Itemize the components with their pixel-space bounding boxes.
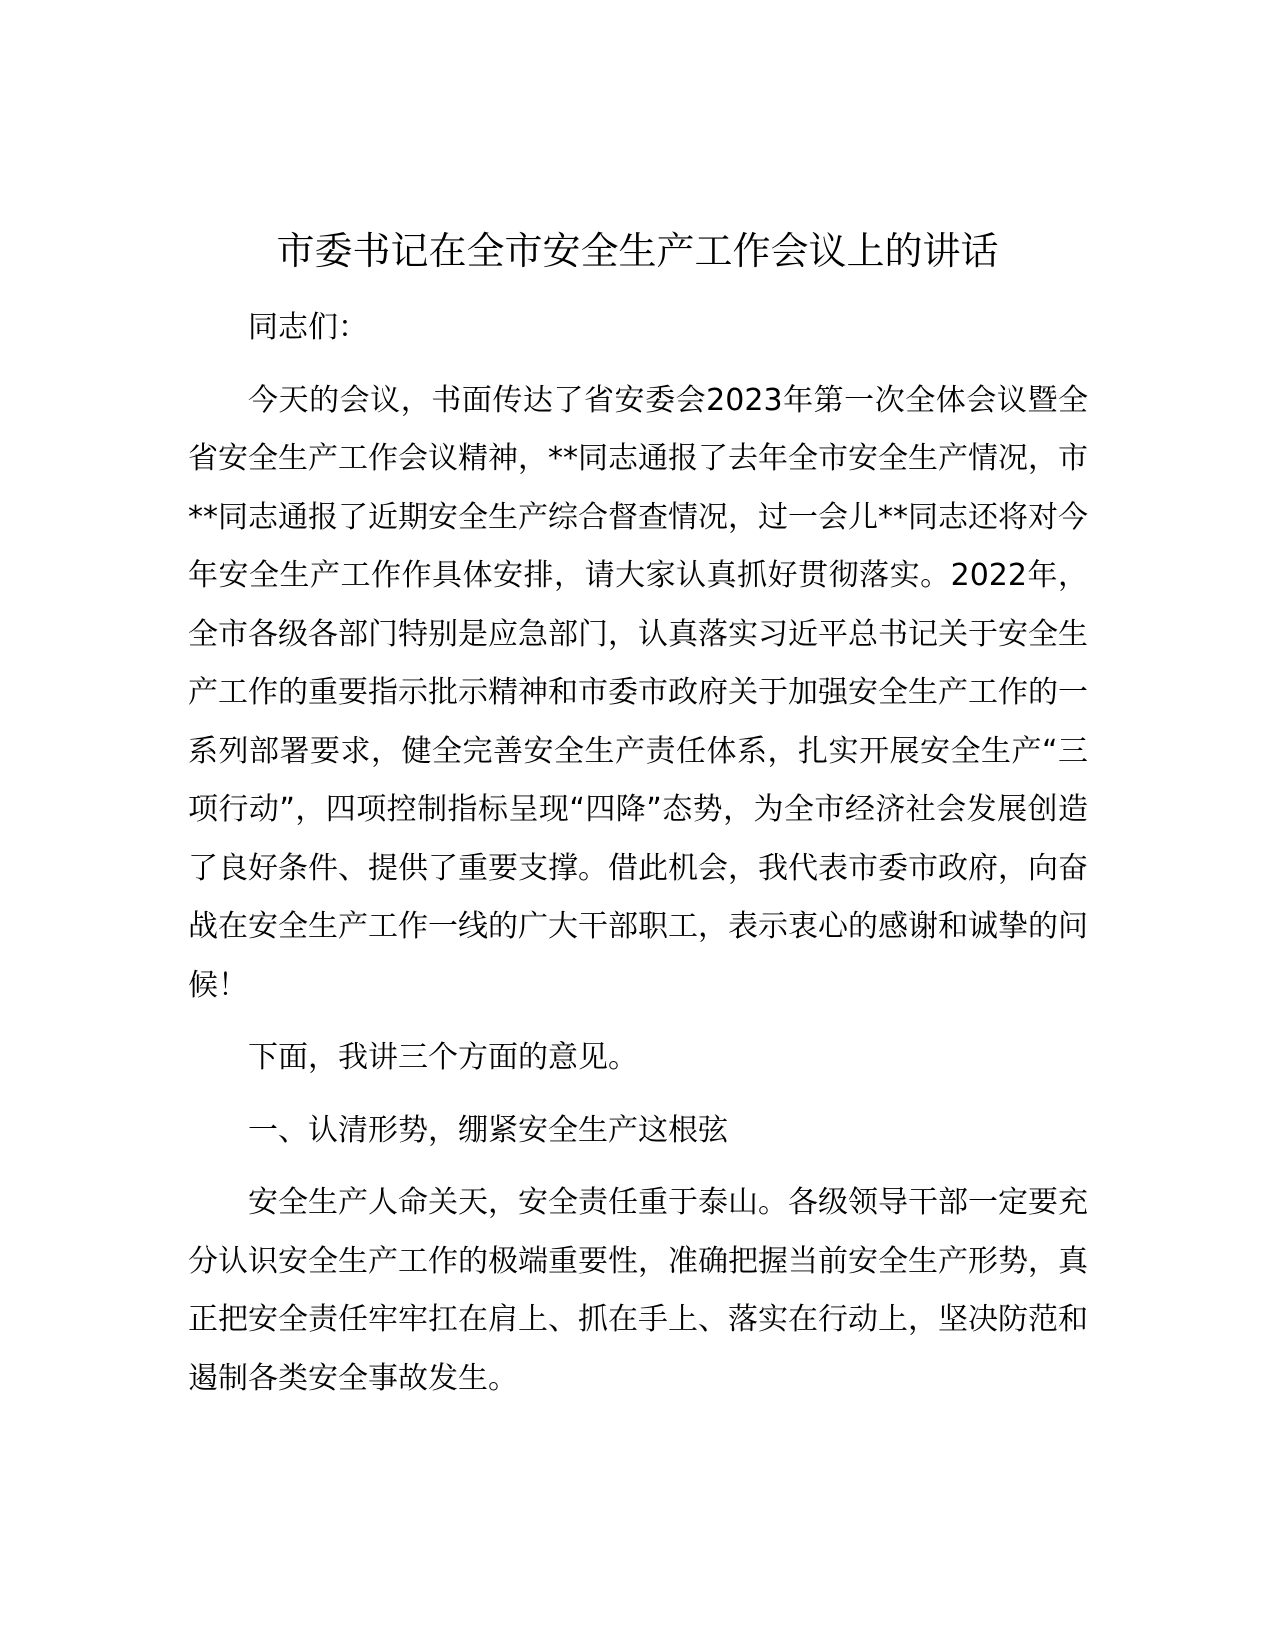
opening-paragraph: 今天的会议，书面传达了省安委会2023年第一次全体会议暨全省安全生产工作会议精神，**同志通报了去年全市安全生产情况，市**同志通报了近期安全生产综合督查情况，过一会儿**同志还将对今年安全生产工作作具体安排，请大家认真抓好贯彻落实。2022年，全市各级各部门特别是应急部门，认真落实习近平总书记关于安全生产工作的重要指示批示精神和市委市政府关于加强安全生产工作的一系列部署要求，健全完善安全生产责任体系，扎实开展安全生产“三项行动”，四项控制指标呈现“四降”态势，为全市经济社会发展创造了良好条件、提供了重要支撑。借此机会，我代表市委市政府，向奋战在安全生产工作一线的广大干部职工，表示衷心的感谢和诚挚的问候！ [188, 382, 1088, 1003]
section-paragraph: 安全生产人命关天，安全责任重于泰山。各级领导干部一定要充分认识安全生产工作的极端重要性，准确把握当前安全生产形势，真正把安全责任牢牢扛在肩上、抓在手上、落实在行动上，坚决防范和遏制各类安全事故发生。 [188, 1185, 1088, 1396]
outline-paragraph: 下面，我讲三个方面的意见。 [248, 1040, 638, 1075]
document-body [188, 299, 1088, 1422]
section-heading: 一、认清形势，绷紧安全生产这根弦 [248, 1112, 728, 1148]
document-title: 市委书记在全市安全生产工作会议上的讲话 [276, 229, 999, 273]
salutation-paragraph: 同志们： [248, 310, 368, 345]
